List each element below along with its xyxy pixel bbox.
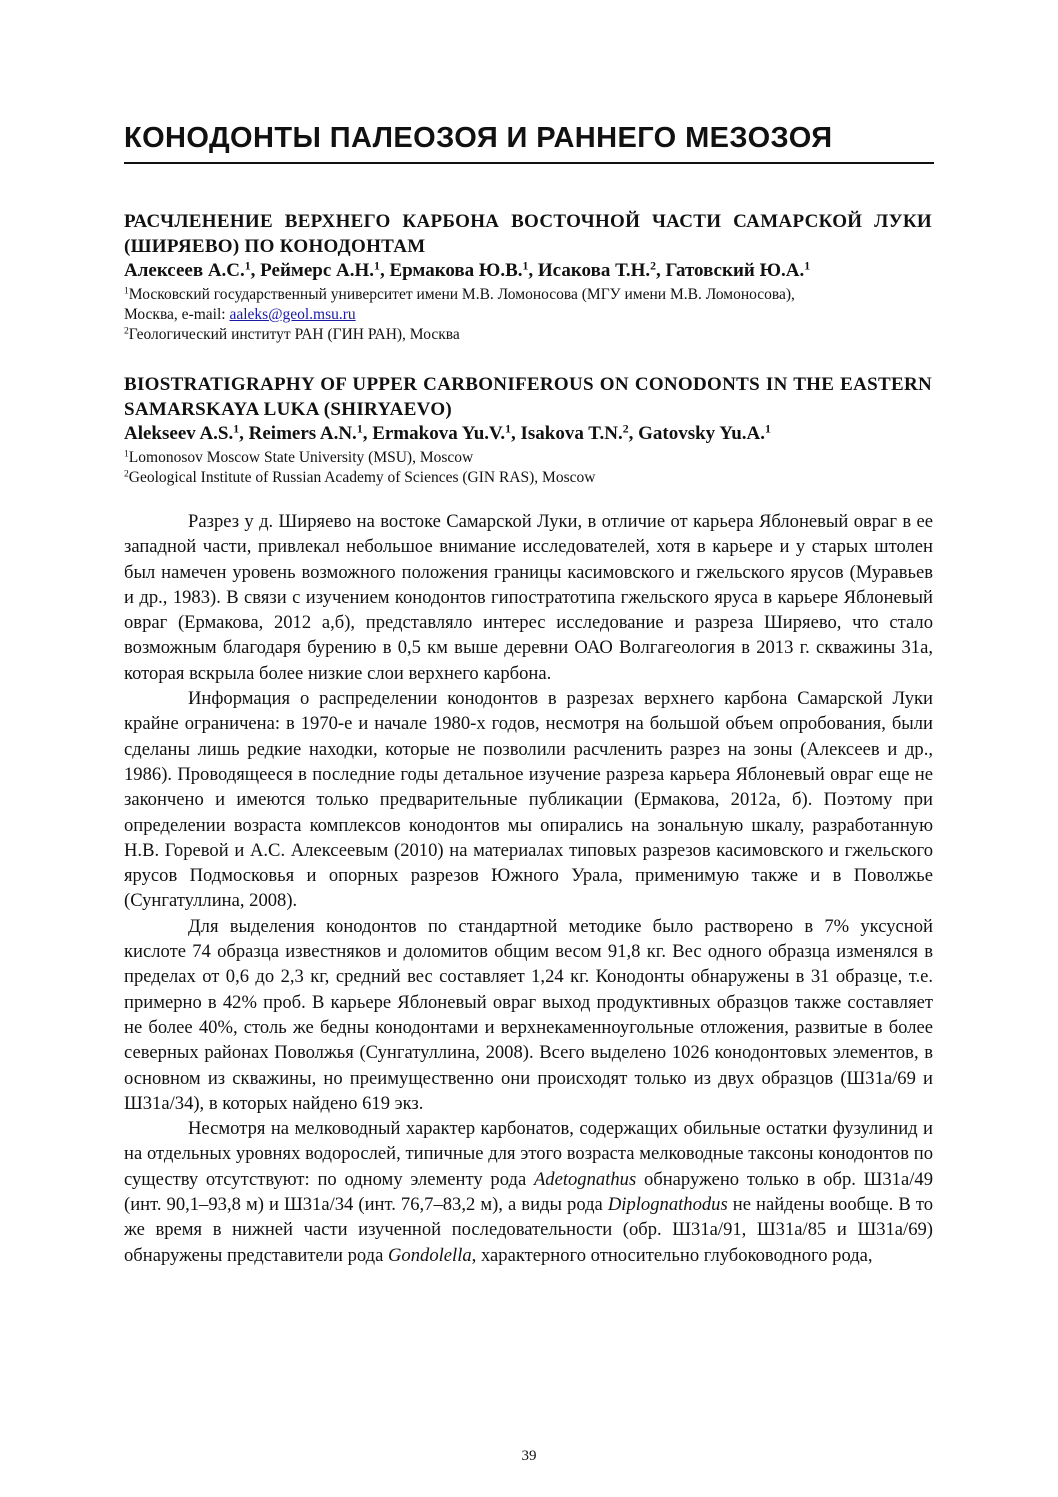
ru-aff1-city: Москва, e-mail: bbox=[124, 306, 230, 323]
page-number: 39 bbox=[521, 1448, 537, 1464]
en-author-name: Reimers A.N. bbox=[248, 423, 357, 444]
article-body bbox=[124, 509, 933, 1268]
ru-authors: Алексеев А.С.$^1$, Реймерс А.Н.$^1$, Ермакова Ю.В.$^1$, Исакова Т.Н.$^2$, Гатовский Ю.А.$^1$ bbox=[124, 259, 811, 281]
paragraph-4-text: обнаружено только в обр. Ш31а/49 (инт. 90,1–93,8 м) и Ш31а/34 (инт. 76,7–83,2 м), а виды рода bbox=[124, 1168, 933, 1216]
en-article-title: BIOSTRATIGRAPHY OF UPPER CARBONIFEROUS ON CONODONTS IN THE EASTERN SAMARSKAYA LUKA (SHIRYAEVO) bbox=[124, 374, 932, 420]
paragraph-4-text: Несмотря на мелководный характер карбонатов, содержащих обильные остатки фузулинид и на отдельных уровнях водорослей, типичные для этого возраста мелководные таксоны конодонтов по существу отсутствуют: по одному элементу рода bbox=[124, 1118, 933, 1190]
paragraph-3: Для выделения конодонтов по стандартной методике было растворено в 7% уксусной кислоте 74 образца известняков и доломитов общим весом 91,8 кг. Вес одного образца изменялся в пределах от 0,6 до 2,3 кг, средний вес составляет 1,24 кг. Конодонты обнаружены в 31 образце, т.е. примерно в 42% проб. В карьере Яблоневый овраг выход продуктивных образцов также составляет не более 40%, столь же бедны конодонтами и верхнекаменноугольные отложения, развитые в более северных районах Поволжья (Сунгатуллина, 2008). Всего выделено 1026 конодонтовых элементов, в основном из скважины, но преимущественно они происходят только из двух образцов (Ш31а/69 и Ш31а/34), в которых найдено 619 экз. bbox=[124, 915, 933, 1114]
en-author-sup: 1 bbox=[233, 422, 240, 436]
en-aff1-sup: 1 bbox=[124, 448, 129, 460]
ru-author-name: Алексеев А.С. bbox=[124, 260, 245, 281]
en-aff1-text: Lomonosov Moscow State University (MSU), Moscow bbox=[128, 449, 474, 466]
en-author-sup: 1 bbox=[505, 422, 511, 436]
section-divider bbox=[124, 162, 934, 164]
paragraph-4-text: не найдены вообще. В то же время в нижней части изученной последовательности (обр. Ш31а/91, Ш31а/85 и Ш31а/69) обнаружены представители рода bbox=[124, 1194, 934, 1266]
ru-aff2-text: Геологический институт РАН (ГИН РАН), Москва bbox=[128, 326, 460, 343]
en-author-sup: 1 bbox=[356, 422, 363, 436]
genus-name: Adetognathus bbox=[533, 1168, 637, 1190]
en-aff2-sup: 2 bbox=[124, 468, 129, 480]
paragraph-4 bbox=[124, 1116, 933, 1268]
en-author-sup: 1 bbox=[765, 422, 771, 436]
ru-author-name: Ермакова Ю.В. bbox=[389, 260, 523, 281]
ru-aff1-sup: 1 bbox=[124, 285, 129, 297]
ru-author-sup: 1 bbox=[804, 259, 811, 273]
paragraph-1: Разрез у д. Ширяево на востоке Самарской Луки, в отличие от карьера Яблоневый овраг в ее западной части, привлекал небольшое внимание исследователей, хотя в карьере и у старых штолен был намечен уровень возможного положения границы касимовского и гжельского ярусов (Муравьев и др., 1983). В связи с изучением конодонтов гипостратотипа гжельского яруса в карьере Яблоневый овраг (Ермакова, 2012 а,б), представляло интерес исследование и разреза Ширяево, что стало возможным благодаря бурению в 0,5 км выше деревни ОАО Волгагеология в 2013 г. скважины 31а, которая вскрыла более низкие слои верхнего карбона. bbox=[124, 511, 933, 684]
ru-author-sup: 1 bbox=[374, 259, 380, 273]
ru-affiliation-2 bbox=[124, 325, 932, 345]
en-aff2-text: Geological Institute of Russian Academy of Sciences (GIN RAS), Moscow bbox=[128, 469, 596, 486]
ru-aff1-text: Московский государственный университет имени М.В. Ломоносова (МГУ имени М.В. Ломоносова), bbox=[128, 286, 795, 303]
ru-author-sup: 2 bbox=[650, 259, 657, 273]
ru-author-sup: 1 bbox=[522, 259, 529, 273]
email-link[interactable]: aaleks@geol.msu.ru bbox=[229, 306, 356, 323]
en-header bbox=[124, 372, 932, 488]
ru-article-title: РАСЧЛЕНЕНИЕ ВЕРХНЕГО КАРБОНА ВОСТОЧНОЙ ЧАСТИ САМАРСКОЙ ЛУКИ (ШИРЯЕВО) ПО КОНОДОНТАМ bbox=[124, 211, 932, 257]
ru-affiliation-1 bbox=[124, 285, 932, 305]
en-authors: Alekseev A.S.$^1$, Reimers A.N.$^1$, Ermakova Yu.V.$^1$, Isakova T.N.$^2$, Gatovsky Yu.A.$^1$ bbox=[124, 422, 771, 444]
ru-aff2-sup: 2 bbox=[124, 325, 129, 337]
ru-author-name: Гатовский Ю.А. bbox=[665, 260, 805, 281]
ru-author-name: Реймерс А.Н. bbox=[260, 260, 375, 281]
ru-author-name: Исакова Т.Н. bbox=[537, 260, 651, 281]
en-author-sup: 2 bbox=[622, 422, 629, 436]
paragraph-4-text: , характерного относительно глубоководного рода, bbox=[471, 1244, 873, 1266]
ru-author-sup: 1 bbox=[244, 259, 251, 273]
en-author-name: Isakova T.N. bbox=[520, 423, 623, 444]
genus-name: Gondolella bbox=[388, 1244, 472, 1266]
en-affiliation-2 bbox=[124, 468, 932, 488]
genus-name: Diplognathodus bbox=[607, 1194, 728, 1216]
en-affiliation-1 bbox=[124, 448, 932, 468]
section-title: КОНОДОНТЫ ПАЛЕОЗОЯ И РАННЕГО МЕЗОЗОЯ bbox=[124, 122, 833, 154]
en-author-name: Ermakova Yu.V. bbox=[372, 423, 506, 444]
ru-affiliation-1-line2 bbox=[124, 305, 932, 325]
en-author-name: Alekseev A.S. bbox=[124, 423, 234, 444]
en-author-name: Gatovsky Yu.A. bbox=[638, 423, 765, 444]
ru-header bbox=[124, 209, 932, 345]
paragraph-2: Информация о распределении конодонтов в разрезах верхнего карбона Самарской Луки крайне ограничена: в 1970-е и начале 1980-х годов, несмотря на большой объем опробования, были сделаны лишь редкие находки, которые не позволили расчленить разрез на зоны (Алексеев и др., 1986). Проводящееся в последние годы детальное изучение разреза карьера Яблоневый овраг еще не закончено и имеются только предварительные публикации (Ермакова, 2012а, б). Поэтому при определении возраста комплексов конодонтов мы опирались на зональную шкалу, разработанную Н.В. Горевой и А.С. Алексеевым (2010) на материалах типовых разрезов касимовского и гжельского ярусов Подмосковья и опорных разрезов Южного Урала, применимую также и в Поволжье (Сунгатуллина, 2008). bbox=[124, 688, 933, 912]
